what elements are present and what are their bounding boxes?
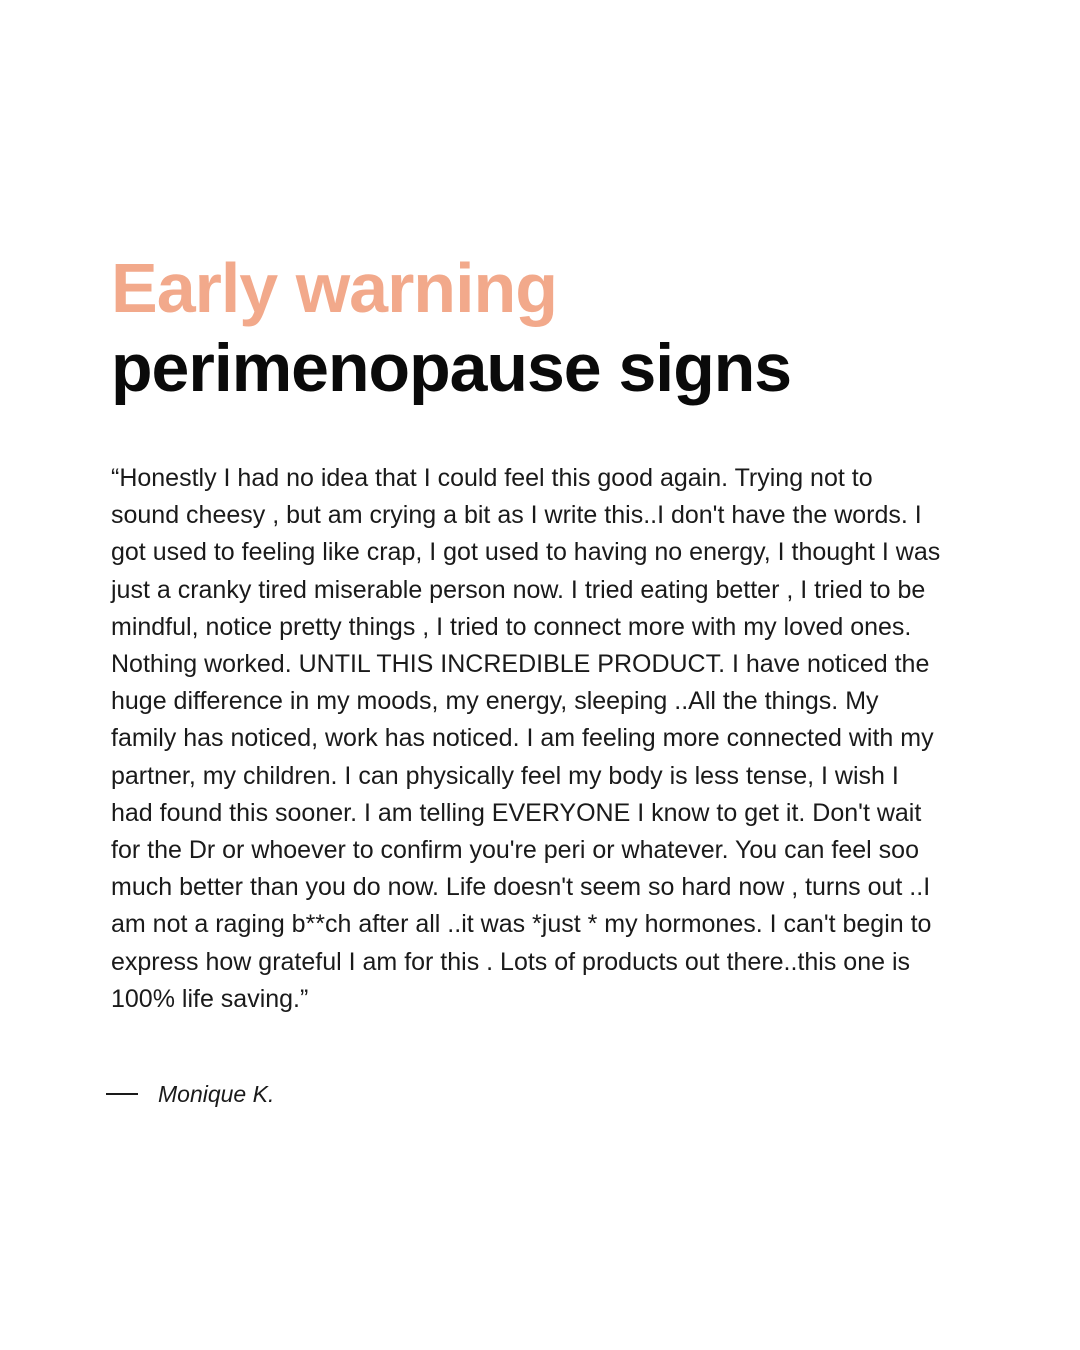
testimonial-quote: “Honestly I had no idea that I could feel this good again. Trying not to sound cheesy , but am crying a bit as I write this..I don't have the words. I got used to feeling like crap, I got used to having no energy, I thought I was just a cranky tired miserable person now. I tried eating better , I tried to be mindful, notice pretty things , I tried to connect more with my loved ones. Nothing worked. UNTIL THIS INCREDIBLE PRODUCT. I have noticed the huge difference in my moods, my energy, sleeping ..All the things. My family has noticed, work has noticed. I am feeling more connected with my partner, my children. I can physically feel my body is less tense, I wish I had found this sooner. I am telling EVERYONE I know to get it. Don't wait for the Dr or whoever to confirm you're peri or whatever. You can feel soo much better than you do now. Life doesn't seem so hard now , turns out ..I am not a raging b**ch after all ..it was *just * my hormones. I can't begin to express how grateful I am for this . Lots of products out there..this one is 100% life saving.” [111, 464, 941, 1013]
testimonial-attribution [106, 1076, 274, 1112]
testimonial-author: Monique K. [158, 1081, 275, 1107]
heading-main: perimenopause signs [111, 330, 792, 406]
heading-accent: Early warning [111, 249, 558, 327]
testimonial-card [111, 248, 941, 1018]
attribution-dash [106, 1093, 138, 1095]
